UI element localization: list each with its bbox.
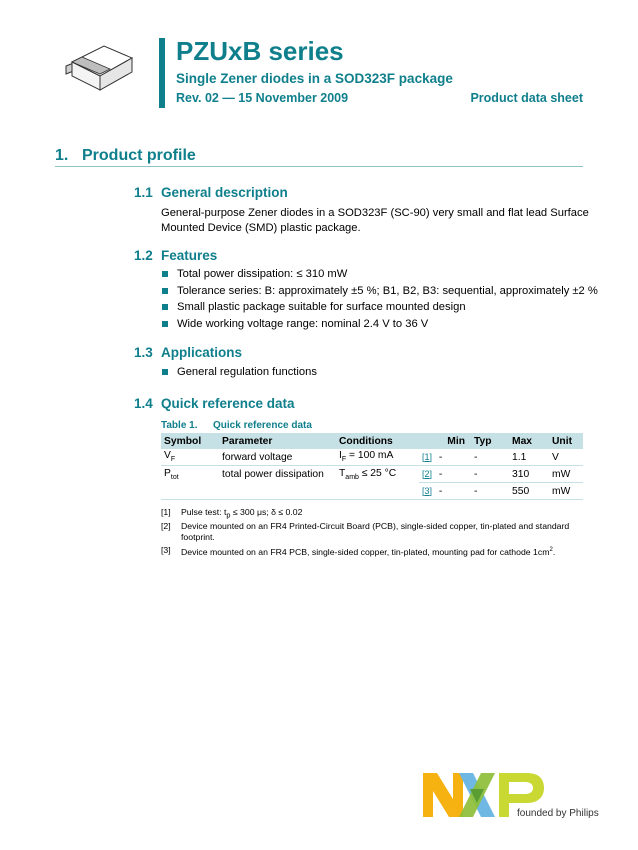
footnote-subscript: p <box>226 510 231 520</box>
footnote-number: [2] <box>161 521 171 531</box>
bullet-square-icon <box>162 321 168 327</box>
footnote-text <box>181 545 581 558</box>
bullet-square-icon <box>162 369 168 375</box>
footnote-text: Device mounted on an FR4 Printed-Circuit Board (PCB), single-sided copper, tin-plated and standard footprint. <box>181 521 570 542</box>
column-header: Symbol <box>161 433 219 449</box>
conditions-cell <box>336 449 419 466</box>
condition-subscript: amb <box>345 473 359 481</box>
condition-text: I <box>339 450 342 462</box>
column-header: Unit <box>549 433 583 449</box>
typ-cell: - <box>471 466 509 483</box>
footnote-text-part: Device mounted on an FR4 PCB, single-sided copper, tin-plated, mounting pad for cathode 1cm <box>181 546 550 557</box>
column-header: Conditions <box>336 433 419 449</box>
revision-date: Rev. 02 — 15 November 2009 <box>176 91 349 105</box>
conditions-cell <box>336 466 419 483</box>
table-row <box>161 466 583 483</box>
description-line: Mounted Device (SMD) plastic package. <box>161 222 361 234</box>
footnote-superscript: 2 <box>549 547 553 553</box>
condition-value: = 100 mA <box>346 450 394 462</box>
typ-cell: - <box>471 449 509 466</box>
footnote <box>161 545 581 558</box>
footnote-ref-link[interactable]: [1] <box>422 451 433 462</box>
symbol-cell <box>161 466 219 483</box>
document-type: Product data sheet <box>470 91 583 105</box>
list-item <box>161 299 598 316</box>
subsection-heading-quick-reference <box>134 396 295 411</box>
list-item <box>161 283 598 300</box>
feature-text: Small plastic package suitable for surface mounted design <box>177 301 466 313</box>
general-description-text <box>161 206 589 236</box>
subsection-title: Quick reference data <box>161 396 295 411</box>
table-caption-title: Quick reference data <box>213 420 312 431</box>
footnote-number: [3] <box>161 545 171 555</box>
max-cell: 310 <box>509 466 549 483</box>
table-caption-label: Table 1. <box>161 420 198 431</box>
table-row <box>161 449 583 466</box>
document-subtitle: Single Zener diodes in a SOD323F package <box>176 71 453 86</box>
condition-value: ≤ 25 °C <box>358 467 397 479</box>
section-rule <box>55 166 583 167</box>
min-value: - <box>438 468 443 480</box>
section-heading-product-profile <box>55 147 196 165</box>
bullet-square-icon <box>162 288 168 294</box>
column-header: Parameter <box>219 433 336 449</box>
sod323f-package-illustration <box>58 38 140 100</box>
header-accent-bar <box>159 38 165 108</box>
symbol-text: V <box>164 450 171 462</box>
description-line: General-purpose Zener diodes in a SOD323F (SC-90) very small and flat lead Surface <box>161 207 589 219</box>
subsection-title: Applications <box>161 345 243 360</box>
logo-letter-x <box>459 773 495 817</box>
symbol-text: P <box>164 467 171 479</box>
section-number: 1. <box>55 147 69 164</box>
conditions-cell <box>336 483 419 500</box>
symbol-cell <box>161 483 219 500</box>
parameter-cell: total power dissipation <box>222 468 324 480</box>
footnote <box>161 507 581 521</box>
subsection-heading-general-description <box>134 185 288 200</box>
parameter-cell <box>219 483 336 500</box>
bullet-square-icon <box>162 304 168 310</box>
subsection-number: 1.3 <box>134 345 153 360</box>
feature-text: Total power dissipation: ≤ 310 mW <box>177 268 348 280</box>
symbol-subscript: F <box>170 456 176 464</box>
list-item <box>161 266 598 283</box>
features-list <box>161 266 598 332</box>
section-title: Product profile <box>82 147 196 164</box>
list-item <box>161 364 317 381</box>
symbol-cell <box>161 449 219 466</box>
footnote-text-part: Pulse test: t <box>181 507 227 517</box>
subsection-heading-features <box>134 248 217 263</box>
table-row <box>161 483 583 500</box>
condition-subscript: F <box>341 456 347 464</box>
footnote-text-part: ≤ 300 μs; δ ≤ 0.02 <box>230 507 303 517</box>
unit-cell: V <box>549 449 583 466</box>
applications-list <box>161 364 317 381</box>
parameter-cell: forward voltage <box>219 449 336 466</box>
min-value: - <box>438 451 443 463</box>
footnote-ref-link[interactable]: [3] <box>422 485 433 496</box>
condition-text: T <box>339 467 346 479</box>
column-header: Min <box>419 433 471 449</box>
footnote <box>161 521 581 543</box>
footnote-text-part: . <box>552 546 556 557</box>
table-caption <box>161 420 312 431</box>
min-cell <box>419 483 471 500</box>
list-item <box>161 316 598 333</box>
column-header: Max <box>509 433 549 449</box>
application-text: General regulation functions <box>177 366 317 378</box>
unit-cell: mW <box>549 466 583 483</box>
subsection-title: General description <box>161 185 288 200</box>
unit-cell: mW <box>549 483 583 500</box>
min-cell <box>419 466 471 483</box>
quick-reference-table <box>161 433 583 500</box>
table-header-row <box>161 433 583 449</box>
symbol-subscript: tot <box>170 473 179 481</box>
document-title: PZUxB series <box>176 36 344 66</box>
typ-cell: - <box>471 483 509 500</box>
max-cell: 550 <box>509 483 549 500</box>
subsection-title: Features <box>161 248 218 263</box>
feature-text: Wide working voltage range: nominal 2.4 V to 36 V <box>177 317 429 330</box>
column-header: Typ <box>471 433 509 449</box>
max-cell: 1.1 <box>509 449 549 466</box>
footnote-ref-link[interactable]: [2] <box>422 468 433 479</box>
footnote-number: [1] <box>161 507 171 517</box>
bullet-square-icon <box>162 271 168 277</box>
footnote-text <box>181 507 581 521</box>
subsection-heading-applications <box>134 345 242 360</box>
subsection-number: 1.2 <box>134 248 153 263</box>
min-value: - <box>438 485 443 497</box>
feature-text: Tolerance series: B: approximately ±5 %; B1, B2, B3: sequential, approximately ±2 % <box>177 284 598 297</box>
logo-letter-n <box>423 773 463 817</box>
subsection-number: 1.4 <box>134 396 153 411</box>
min-cell <box>419 449 471 466</box>
logo-tagline: founded by Philips <box>517 808 599 819</box>
subsection-number: 1.1 <box>134 185 153 200</box>
